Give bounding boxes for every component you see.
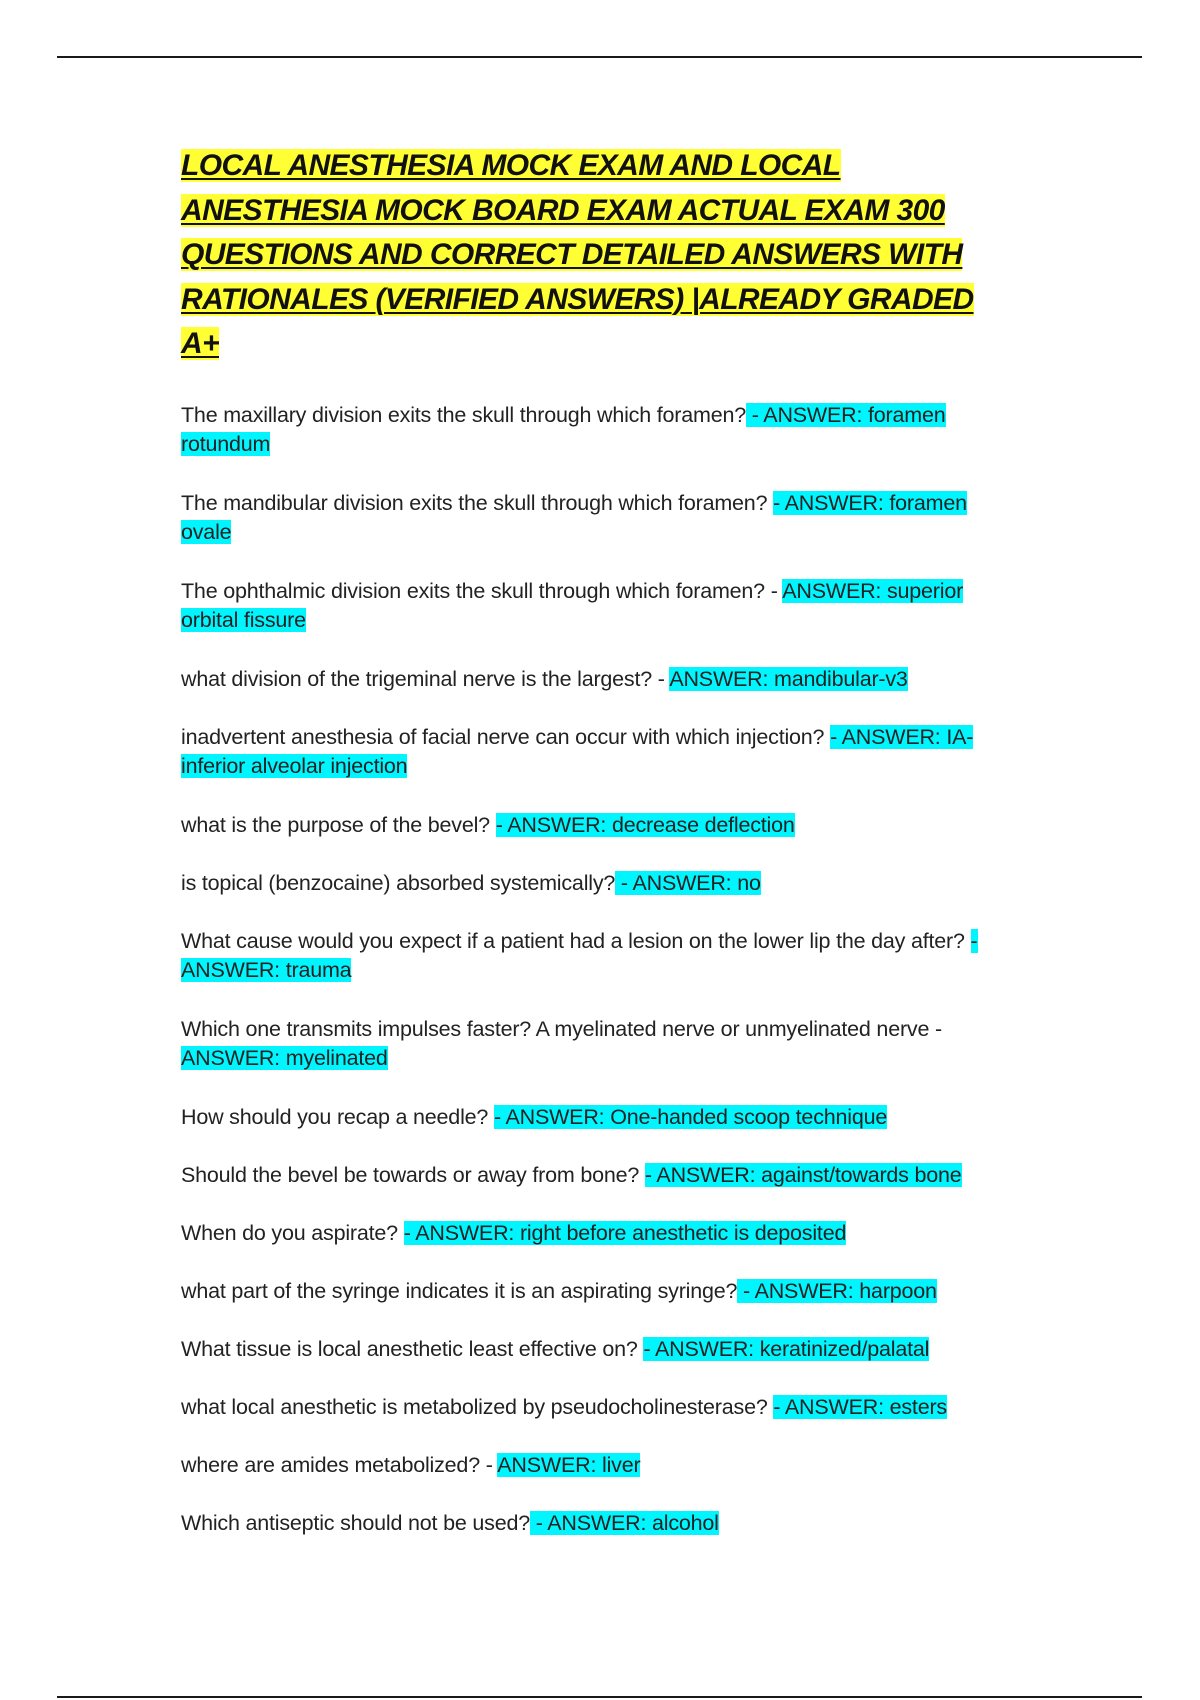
answer-text: ANSWER: myelinated [181, 1045, 388, 1070]
qa-item-2 [181, 489, 1016, 547]
qa-item-5 [181, 723, 1016, 781]
answer-text: - ANSWER: foramen ovale [181, 490, 967, 544]
qa-item-6 [181, 811, 1016, 840]
answer-text: - ANSWER: esters [773, 1394, 947, 1419]
document-body [181, 144, 1016, 1567]
question-text: what is the purpose of the bevel? [181, 812, 496, 837]
question-text: Which antiseptic should not be used? [181, 1510, 530, 1535]
answer-text: - ANSWER: IA-inferior alveolar injection [181, 724, 974, 778]
qa-item-9 [181, 1015, 1016, 1073]
answer-text: - ANSWER: right before anesthetic is deposited [403, 1220, 847, 1245]
qa-item-14 [181, 1335, 1016, 1364]
qa-item-3 [181, 577, 1016, 635]
question-text: The maxillary division exits the skull through which foramen? [181, 402, 746, 427]
answer-text: - ANSWER: no [615, 870, 761, 895]
question-text: what division of the trigeminal nerve is the largest? - [181, 666, 670, 691]
title-highlight: LOCAL ANESTHESIA MOCK EXAM AND LOCAL ANESTHESIA MOCK BOARD EXAM ACTUAL EXAM 300 QUESTIONS AND CORRECT DETAILED ANSWERS WITH RATIONALES (VERIFIED ANSWERS) |ALREADY GRADED A+ [181, 149, 974, 360]
question-text: What tissue is local anesthetic least effective on? [181, 1336, 644, 1361]
qa-item-13 [181, 1277, 1016, 1306]
question-text: what part of the syringe indicates it is an aspirating syringe? [181, 1278, 738, 1303]
answer-text: - ANSWER: against/towards bone [644, 1162, 962, 1187]
answer-text: - ANSWER: foramen rotundum [181, 402, 946, 456]
document-title [181, 144, 1016, 367]
bottom-rule [57, 1696, 1142, 1698]
qa-item-8 [181, 927, 1016, 985]
qa-item-10 [181, 1103, 1016, 1132]
answer-text: - ANSWER: trauma [181, 928, 978, 982]
qa-item-4 [181, 665, 1016, 694]
question-text: How should you recap a needle? [181, 1104, 494, 1129]
answer-text: - ANSWER: harpoon [737, 1278, 937, 1303]
question-text: What cause would you expect if a patient had a lesion on the lower lip the day after? [181, 928, 971, 953]
qa-item-12 [181, 1219, 1016, 1248]
qa-item-17 [181, 1509, 1016, 1538]
top-rule [57, 56, 1142, 58]
question-text: what local anesthetic is metabolized by pseudocholinesterase? [181, 1394, 774, 1419]
answer-text: - ANSWER: keratinized/palatal [643, 1336, 930, 1361]
question-text: The ophthalmic division exits the skull through which foramen? - [181, 578, 783, 603]
qa-item-7 [181, 869, 1016, 898]
question-text: When do you aspirate? [181, 1220, 404, 1245]
qa-item-16 [181, 1451, 1016, 1480]
question-text: Which one transmits impulses faster? A myelinated nerve or unmyelinated nerve - [181, 1016, 942, 1041]
answer-text: - ANSWER: decrease deflection [495, 812, 795, 837]
qa-item-15 [181, 1393, 1016, 1422]
qa-item-11 [181, 1161, 1016, 1190]
question-text: Should the bevel be towards or away from bone? [181, 1162, 645, 1187]
answer-text: - ANSWER: One-handed scoop technique [493, 1104, 888, 1129]
question-text: where are amides metabolized? - [181, 1452, 498, 1477]
question-text: is topical (benzocaine) absorbed systemically? [181, 870, 616, 895]
qa-item-1 [181, 401, 1016, 459]
question-text: inadvertent anesthesia of facial nerve can occur with which injection? [181, 724, 831, 749]
answer-text: ANSWER: liver [497, 1452, 641, 1477]
question-text: The mandibular division exits the skull through which foramen? [181, 490, 774, 515]
answer-text: ANSWER: mandibular-v3 [669, 666, 908, 691]
answer-text: ANSWER: superior orbital fissure [181, 578, 964, 632]
answer-text: - ANSWER: alcohol [529, 1510, 719, 1535]
